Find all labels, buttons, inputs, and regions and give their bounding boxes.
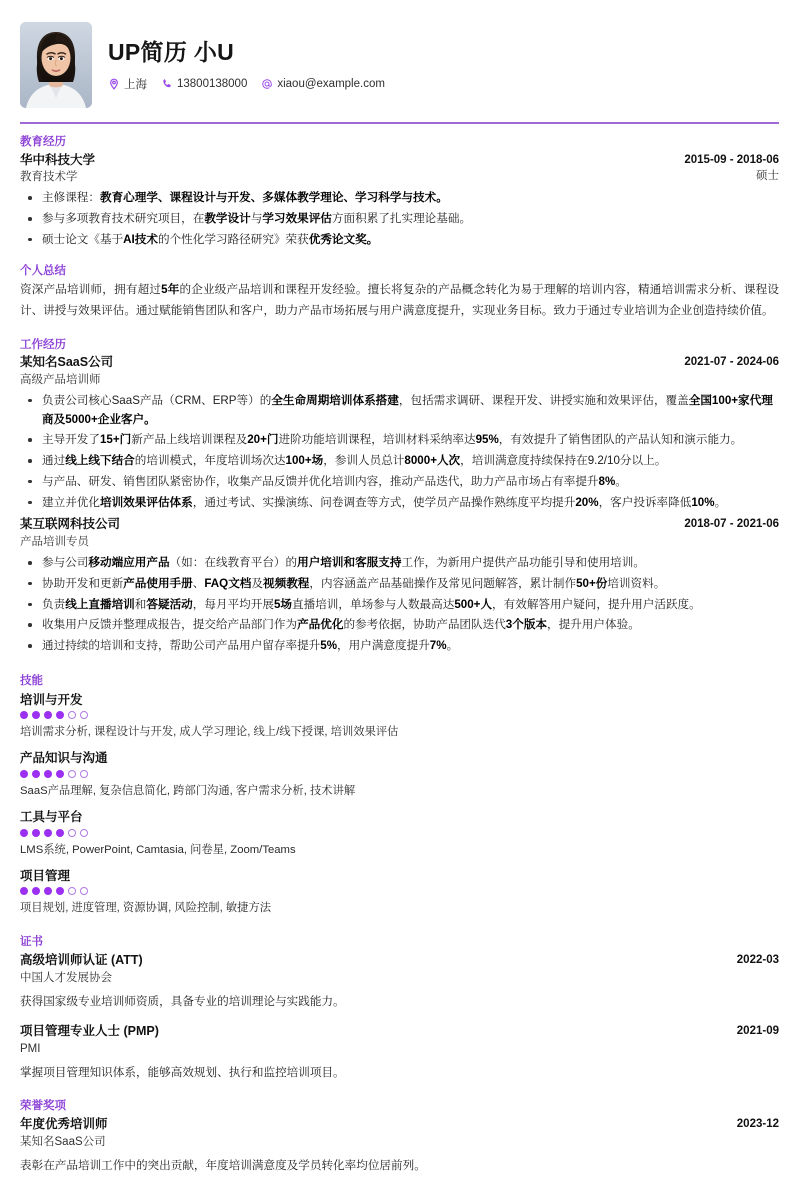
- school-major: 教育技术学: [20, 171, 78, 184]
- summary-text: 资深产品培训师，拥有超过5年的企业级产品培训和课程开发经验。擅长将复杂的产品概念转化为易于理解的培训内容，精通培训需求分析、课程设计、讲授与效果评估。通过赋能销售团队和客户，助力产品市场拓展与用户满意度提升，实现业务目标。致力于通过专业培训为企业创造持续价值。: [20, 283, 779, 317]
- award-entry-head: [20, 1116, 779, 1150]
- contact-phone: [161, 78, 247, 90]
- skill-dot-empty: [80, 887, 88, 895]
- skill-dot-filled: [44, 829, 52, 837]
- award-description: 表彰在产品培训工作中的突出贡献，年度培训满意度及学员转化率均位居前列。: [20, 1158, 426, 1172]
- bullet-item: 主修课程：教育心理学、课程设计与开发、多媒体教学理论、学习科学与技术。: [20, 189, 779, 208]
- skill-group: [20, 691, 779, 742]
- education-bullets: [20, 189, 779, 249]
- resume-header: [20, 22, 779, 122]
- section-title-education: 教育经历: [20, 136, 66, 148]
- award-name: 年度优秀培训师: [20, 1117, 108, 1132]
- skill-dot-empty: [80, 711, 88, 719]
- phone-icon: [161, 78, 173, 90]
- contact-email: [261, 78, 385, 90]
- bullet-item: 收集用户反馈并整理成报告，提交给产品部门作为产品优化的参考依据，协助产品团队迭代3个版本，提升用户体验。: [20, 616, 779, 635]
- award-date: 2023-12: [736, 1118, 779, 1131]
- section-title-awards: 荣誉奖项: [20, 1100, 66, 1113]
- section-awards: [20, 1098, 779, 1175]
- bullet-item: 硕士论文《基于AI技术的个性化学习路径研究》荣获优秀论文奖。: [20, 231, 779, 250]
- certificate-entry: [20, 952, 779, 1011]
- skill-level-dots: [20, 887, 779, 895]
- skills-container: [20, 691, 779, 918]
- header-divider: [20, 122, 779, 124]
- bullet-item: 与产品、研发、销售团队紧密协作，收集产品反馈并优化培训内容，推动产品迭代，助力产品市场占有率提升8%。: [20, 473, 779, 492]
- skill-dot-empty: [80, 770, 88, 778]
- company-name: 某知名SaaS公司: [20, 355, 114, 370]
- job-role: 产品培训专员: [20, 535, 89, 548]
- skill-detail: LMS系统, PowerPoint, Camtasia, 问卷星, Zoom/Teams: [20, 843, 296, 856]
- skill-dot-empty: [68, 829, 76, 837]
- skill-level-dots: [20, 829, 779, 837]
- skill-dot-filled: [32, 770, 40, 778]
- bullet-item: 负责公司核心SaaS产品（CRM、ERP等）的全生命周期培训体系搭建，包括需求调研、课程开发、讲授实施和效果评估，覆盖全国100+家代理商及5000+企业客户。: [20, 392, 779, 430]
- skill-name: 项目管理: [20, 868, 71, 883]
- education-degree: 硕士: [756, 169, 779, 182]
- skill-dot-filled: [20, 829, 28, 837]
- skill-dot-filled: [44, 887, 52, 895]
- skill-dot-empty: [80, 829, 88, 837]
- contact-row: [108, 76, 779, 92]
- skill-dot-empty: [68, 887, 76, 895]
- section-summary: [20, 263, 779, 322]
- skill-dot-filled: [20, 711, 28, 719]
- certificate-name: 项目管理专业人士 (PMP): [20, 1024, 159, 1039]
- skill-dot-filled: [56, 711, 64, 719]
- bullet-item: 协助开发和更新产品使用手册、FAQ文档及视频教程，内容涵盖产品基础操作及常见问题解答，累计制作50+份培训资料。: [20, 575, 779, 594]
- work-entry-head: [20, 516, 779, 550]
- skill-dot-empty: [68, 711, 76, 719]
- skill-dot-empty: [68, 770, 76, 778]
- contact-location: [108, 76, 147, 92]
- school-name: 华中科技大学: [20, 152, 96, 167]
- section-work: [20, 337, 779, 656]
- skill-dot-filled: [56, 829, 64, 837]
- work-entry-head: [20, 354, 779, 388]
- work-date: 2018-07 - 2021-06: [684, 518, 779, 531]
- certificate-issuer: 中国人才发展协会: [20, 971, 112, 984]
- work-entry: [20, 516, 779, 656]
- certificate-description: 获得国家级专业培训师资质，具备专业的培训理论与实践能力。: [20, 994, 345, 1008]
- skill-level-dots: [20, 711, 779, 719]
- award-entry: [20, 1116, 779, 1175]
- contact-location-text: 上海: [124, 78, 147, 91]
- skill-group: [20, 867, 779, 918]
- identity-block: [108, 38, 779, 92]
- section-skills: [20, 673, 779, 917]
- location-pin-icon: [108, 78, 120, 90]
- skill-name: 工具与平台: [20, 810, 83, 825]
- certificate-issuer: PMI: [20, 1042, 41, 1055]
- certificate-entry-head: [20, 1023, 779, 1057]
- work-entry: [20, 354, 779, 512]
- skill-dot-filled: [44, 711, 52, 719]
- bullet-item: 通过线上线下结合的培训模式，年度培训场次达100+场，参训人员总计8000+人次，培训满意度持续保持在9.2/10分以上。: [20, 452, 779, 471]
- bullet-item: 负责线上直播培训和答疑活动，每月平均开展5场直播培训，单场参与人数最高达500+人，有效解答用户疑问，提升用户活跃度。: [20, 596, 779, 615]
- skill-name: 产品知识与沟通: [20, 751, 108, 766]
- skill-dot-filled: [56, 770, 64, 778]
- certificate-name: 高级培训师认证 (ATT): [20, 953, 143, 968]
- skill-detail: 项目规划, 进度管理, 资源协调, 风险控制, 敏捷方法: [20, 902, 272, 915]
- education-entry-head: [20, 152, 779, 186]
- section-title-summary: 个人总结: [20, 264, 66, 277]
- bullet-item: 建立并优化培训效果评估体系，通过考试、实操演练、问卷调查等方式，使学员产品操作熟练度平均提升20%，客户投诉率降低10%。: [20, 494, 779, 513]
- bullet-item: 主导开发了15+门新产品上线培训课程及20+门进阶功能培训课程，培训材料采纳率达95%，有效提升了销售团队的产品认知和演示能力。: [20, 431, 779, 450]
- section-title-skills: 技能: [20, 674, 43, 687]
- work-bullets: [20, 392, 779, 513]
- work-bullets: [20, 554, 779, 656]
- avatar: [20, 22, 92, 108]
- section-education: [20, 134, 779, 250]
- skill-level-dots: [20, 770, 779, 778]
- skill-group: [20, 749, 779, 800]
- education-entry: [20, 152, 779, 250]
- skill-group: [20, 808, 779, 859]
- bullet-item: 通过持续的培训和支持，帮助公司产品用户留存率提升5%，用户满意度提升7%。: [20, 637, 779, 656]
- skill-detail: 培训需求分析, 课程设计与开发, 成人学习理论, 线上/线下授课, 培训效果评估: [20, 726, 399, 739]
- contact-email-text: xiaou@example.com: [277, 77, 385, 90]
- skill-dot-filled: [20, 770, 28, 778]
- skill-dot-filled: [32, 829, 40, 837]
- bullet-item: 参与公司移动端应用产品（如：在线教育平台）的用户培训和客服支持工作，为新用户提供产品功能引导和使用培训。: [20, 554, 779, 573]
- section-title-work: 工作经历: [20, 338, 66, 351]
- section-title-certificates: 证书: [20, 936, 43, 949]
- skill-detail: SaaS产品理解, 复杂信息简化, 跨部门沟通, 客户需求分析, 技术讲解: [20, 785, 356, 798]
- skill-dot-filled: [56, 887, 64, 895]
- skill-dot-filled: [44, 770, 52, 778]
- company-name: 某互联网科技公司: [20, 517, 121, 532]
- job-role: 高级产品培训师: [20, 373, 101, 386]
- certificate-entry-head: [20, 952, 779, 986]
- certificate-date: 2021-09: [736, 1025, 779, 1038]
- skill-dot-filled: [20, 887, 28, 895]
- certificate-description: 掌握项目管理知识体系，能够高效规划、执行和监控培训项目。: [20, 1065, 345, 1079]
- page-title: UP简历 小U: [108, 39, 235, 66]
- contact-phone-text: 13800138000: [177, 77, 248, 90]
- bullet-item: 参与多项教育技术研究项目，在教学设计与学习效果评估方面积累了扎实理论基础。: [20, 210, 779, 229]
- certificate-entry: [20, 1023, 779, 1082]
- email-at-icon: [261, 78, 273, 90]
- skill-dot-filled: [32, 887, 40, 895]
- education-date: 2015-09 - 2018-06: [684, 153, 779, 166]
- award-issuer: 某知名SaaS公司: [20, 1135, 106, 1148]
- section-certificates: [20, 934, 779, 1082]
- certificate-date: 2022-03: [736, 954, 779, 967]
- skill-dot-filled: [32, 711, 40, 719]
- work-date: 2021-07 - 2024-06: [684, 356, 779, 369]
- skill-name: 培训与开发: [20, 692, 83, 707]
